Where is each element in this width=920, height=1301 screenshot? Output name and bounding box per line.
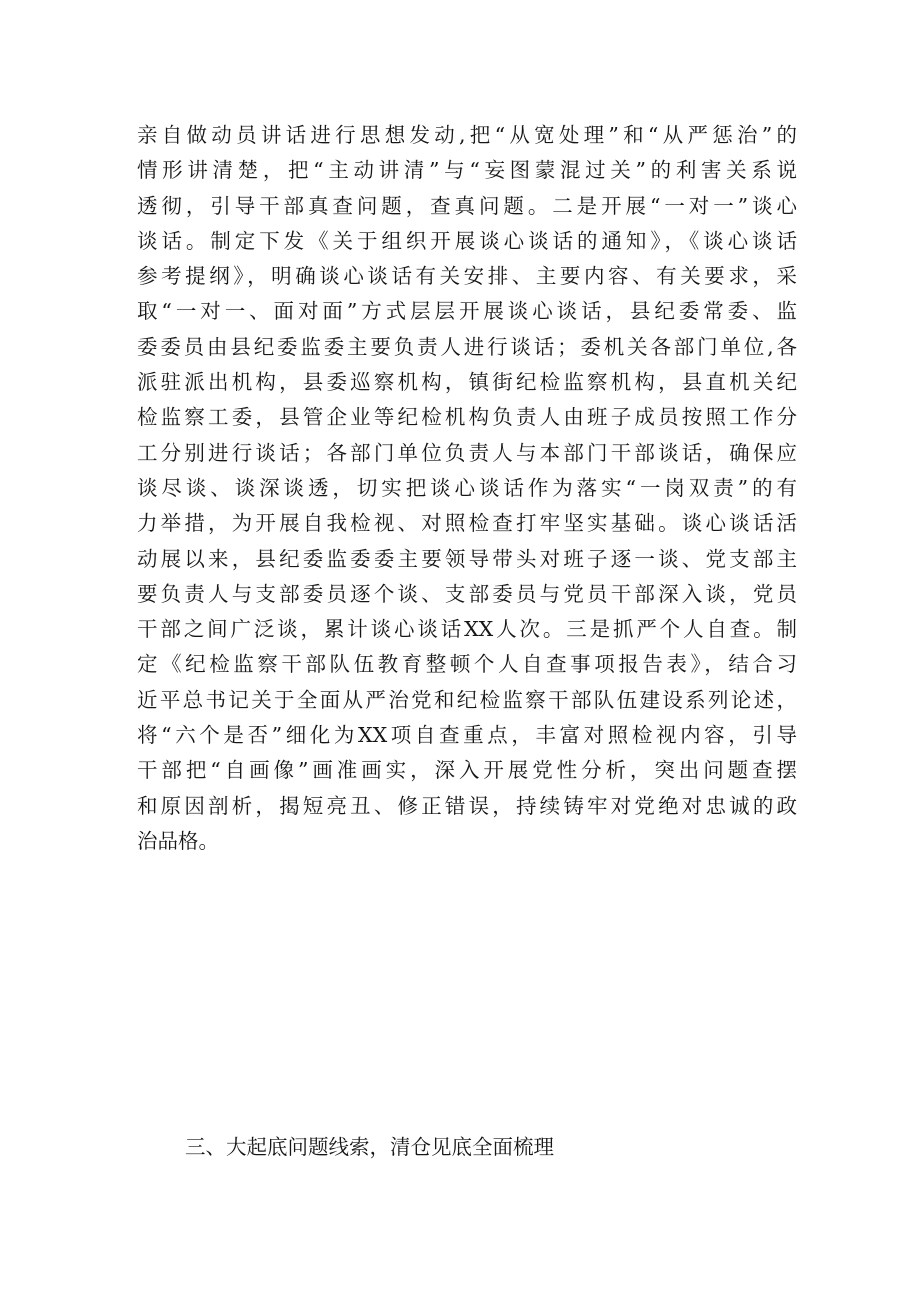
text-line: 将“六个是否”细化为XX项自查重点，丰富对照检视内容，引导 [137, 723, 797, 748]
text-line: 干部把“自画像”画准画实，深入开展党性分析，突出问题查摆 [137, 758, 797, 783]
text-line: 工分别进行谈话；各部门单位负责人与本部门干部谈话，确保应 [137, 440, 797, 465]
text-line: 和原因剖析，揭短亮丑、修正错误，持续铸牢对党绝对忠诚的政 [137, 793, 797, 818]
text-line: 近平总书记关于全面从严治党和纪检监察干部队伍建设系列论述， [137, 687, 797, 712]
text-line: 动展以来，县纪委监委委主要领导带头对班子逐一谈、党支部主 [137, 546, 797, 571]
text-line: 参考提纲》，明确谈心谈话有关安排、主要内容、有关要求，采 [137, 264, 797, 289]
text-line: 要负责人与支部委员逐个谈、支部委员与党员干部深入谈，党员 [137, 581, 797, 606]
text-line: 情形讲清楚，把“主动讲清”与“妄图蒙混过关”的利害关系说 [137, 158, 797, 183]
text-line: 委委员由县纪委监委主要负责人进行谈话；委机关各部门单位,各 [137, 334, 797, 359]
text-line: 取“一对一、面对面”方式层层开展谈心谈话，县纪委常委、监 [137, 299, 797, 324]
text-line: 力举措，为开展自我检视、对照检查打牢坚实基础。谈心谈话活 [137, 511, 797, 536]
text-line: 透彻，引导干部真查问题，查真问题。二是开展“一对一”谈心 [137, 193, 797, 218]
text-line: 干部之间广泛谈，累计谈心谈话XX人次。三是抓严个人自查。制 [137, 617, 797, 642]
text-line: 谈尽谈、谈深谈透，切实把谈心谈话作为落实“一岗双责”的有 [137, 475, 797, 500]
text-line: 派驻派出机构，县委巡察机构，镇街纪检监察机构，县直机关纪 [137, 370, 797, 395]
text-line: 定《纪检监察干部队伍教育整顿个人自查事项报告表》，结合习 [137, 652, 797, 677]
body-paragraph [137, 118, 797, 859]
section-heading: 三、大起底问题线索，清仓见底全面梳理 [185, 1135, 554, 1159]
text-line: 治品格。 [137, 828, 219, 853]
text-line: 亲自做动员讲话进行思想发动,把“从宽处理”和“从严惩治”的 [137, 123, 797, 147]
text-line: 检监察工委，县管企业等纪检机构负责人由班子成员按照工作分 [137, 405, 797, 430]
text-line: 谈话。制定下发《关于组织开展谈心谈话的通知》，《谈心谈话 [137, 228, 797, 253]
